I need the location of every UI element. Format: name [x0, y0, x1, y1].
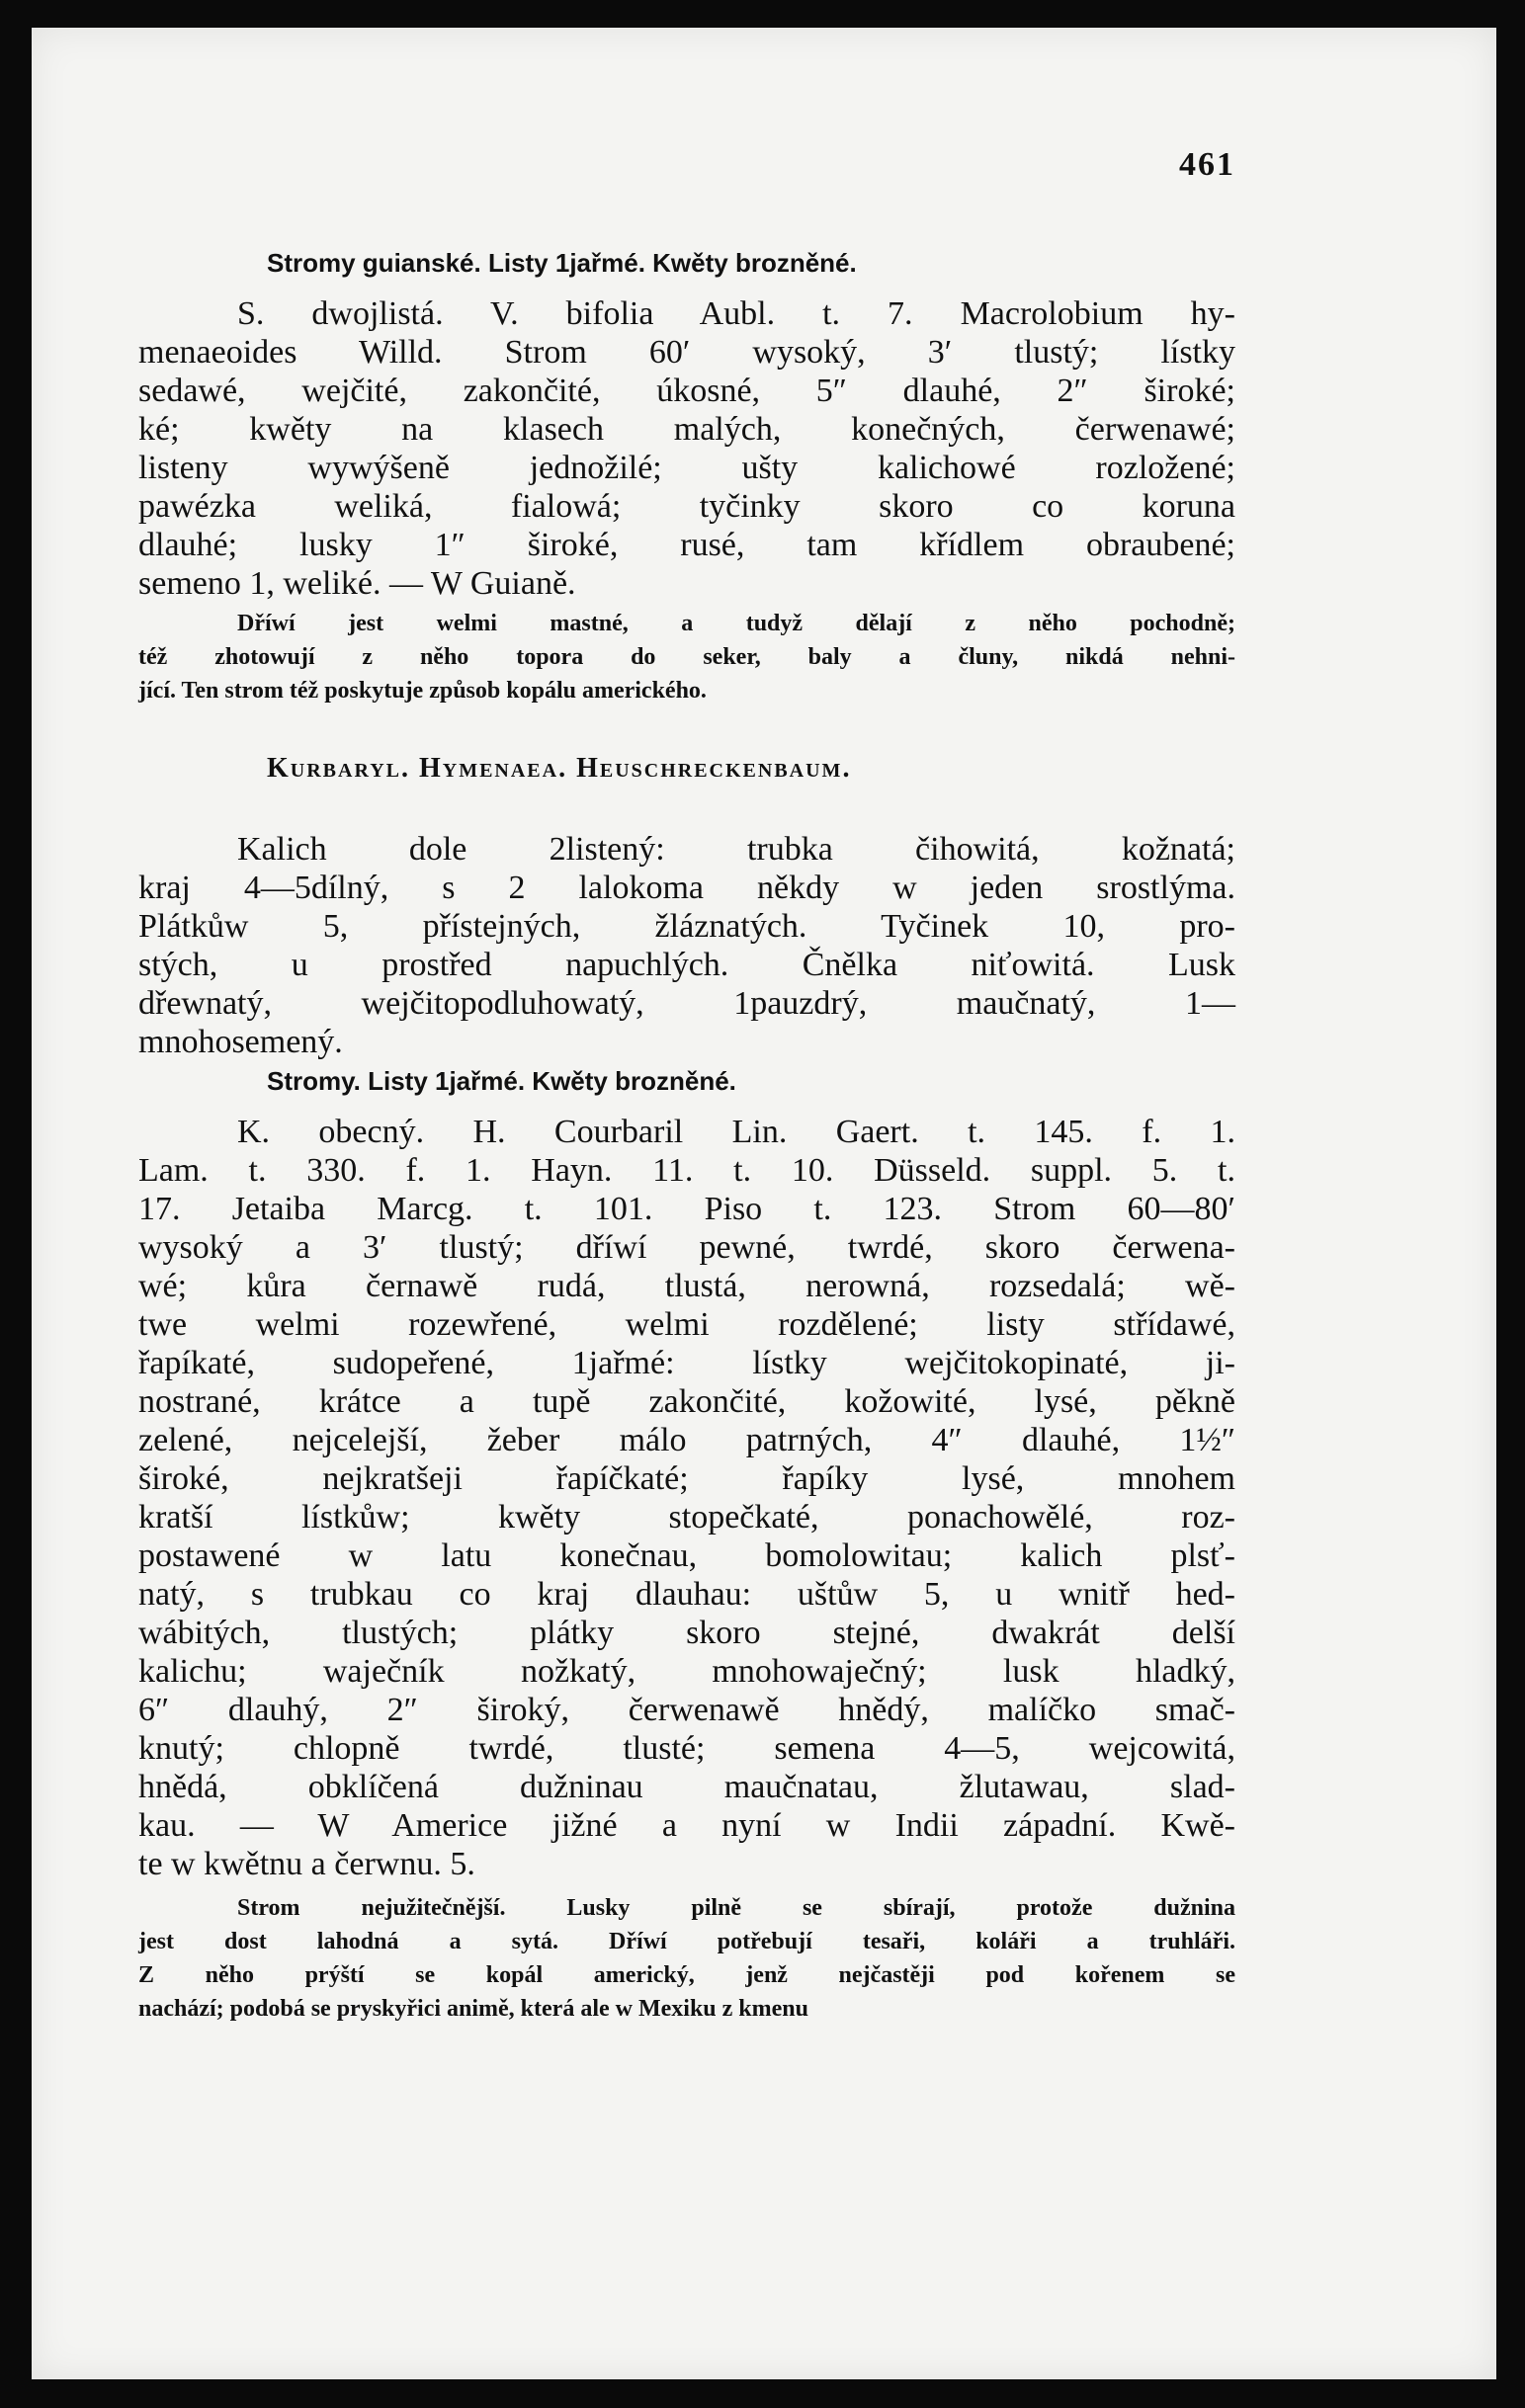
species-2-note-lines: [138, 1891, 1235, 2026]
text-line: Dříwí jest welmi mastné, a tudyž dělají z něho pochodně;: [237, 611, 1235, 636]
group-label-guiana: Stromy guianské. Listy 1jařmé. Kwěty brozněné.: [267, 248, 857, 278]
text-line: sedawé, wejčité, zakončité, úkosné, 5″ dlauhé, 2″ široké;: [138, 373, 1235, 409]
species-2-lines: [138, 1113, 1235, 1883]
page-number: 461: [1179, 146, 1235, 183]
species-entry-bifolia: [138, 294, 1235, 603]
text-line: knutý; chlopně twrdé, tlusté; semena 4—5, wejcowitá,: [138, 1730, 1235, 1767]
species-1-note: [138, 607, 1235, 707]
text-line: listeny wywýšeně jednožilé; ušty kalichowé rozložené;: [138, 450, 1235, 486]
text-line: Strom nejužitečnější. Lusky pilně se sbírají, protože dužnina: [237, 1895, 1235, 1921]
text-line: postawené w latu konečnau, bomolowitau; kalich plsť-: [138, 1537, 1235, 1574]
text-line: nostrané, krátce a tupě zakončité, kožowité, lysé, pěkně: [138, 1383, 1235, 1420]
text-line: kraj 4—5dílný, s 2 lalokoma někdy w jeden srostlýma.: [138, 870, 1235, 906]
text-line: pawézka weliká, fialowá; tyčinky skoro co koruna: [138, 488, 1235, 525]
text-line: hnědá, obklíčená dužninau maučnatau, žlutawau, slad-: [138, 1769, 1235, 1805]
text-line: Plátkůw 5, přístejných, žláznatých. Tyčinek 10, pro-: [138, 908, 1235, 945]
text-line: jící. Ten strom též poskytuje způsob kopálu amerického.: [138, 678, 707, 704]
text-line: jest dost lahodná a sytá. Dříwí potřebují tesaři, koláři a truhláři.: [138, 1929, 1235, 1954]
text-line: Z něho prýští se kopál americký, jenž nejčastěji pod kořenem se: [138, 1962, 1235, 1988]
genus-heading: Kurbaryl. Hymenaea. Heuschreckenbaum.: [267, 753, 852, 784]
text-line: wysoký a 3′ tlustý; dříwí pewné, twrdé, skoro čerwena-: [138, 1229, 1235, 1266]
text-line: te w kwětnu a čerwnu. 5.: [138, 1846, 475, 1882]
text-line: wé; kůra černawě rudá, tlustá, nerowná, rozsedalá; wě-: [138, 1268, 1235, 1304]
book-page: [32, 28, 1496, 2379]
text-line: zelené, nejcelejší, žeber málo patrných, 4″ dlauhé, 1½″: [138, 1422, 1235, 1458]
text-line: Lam. t. 330. f. 1. Hayn. 11. t. 10. Düsseld. suppl. 5. t.: [138, 1152, 1235, 1189]
text-line: kalichu; waječník nožkatý, mnohowaječný; lusk hladký,: [138, 1653, 1235, 1690]
text-line: twe welmi rozewřené, welmi rozdělené; listy střídawé,: [138, 1306, 1235, 1343]
text-line: stých, u prostřed napuchlých. Čnělka niťowitá. Lusk: [138, 947, 1235, 983]
text-line: dřewnatý, wejčitopodluhowatý, 1pauzdrý, maučnatý, 1—: [138, 985, 1235, 1022]
genus-description-lines: [138, 830, 1235, 1061]
text-line: nachází; podobá se pryskyřici animě, která ale w Mexiku z kmenu: [138, 1996, 808, 2022]
text-line: S. dwojlistá. V. bifolia Aubl. t. 7. Macrolobium hy-: [237, 295, 1235, 332]
species-1-lines: [138, 294, 1235, 603]
text-line: 6″ dlauhý, 2″ široký, čerwenawě hnědý, malíčko smač-: [138, 1692, 1235, 1728]
species-1-note-lines: [138, 607, 1235, 707]
text-line: též zhotowují z něho topora do seker, baly a čluny, nikdá nehni-: [138, 644, 1235, 670]
text-line: dlauhé; lusky 1″ široké, rusé, tam křídlem obraubené;: [138, 527, 1235, 563]
text-line: menaeoides Willd. Strom 60′ wysoký, 3′ tlustý; lístky: [138, 334, 1235, 371]
text-line: řapíkaté, sudopeřené, 1jařmé: lístky wejčitokopinaté, ji-: [138, 1345, 1235, 1381]
text-line: ké; kwěty na klasech malých, konečných, čerwenawé;: [138, 411, 1235, 448]
text-line: semeno 1, weliké. — W Guianě.: [138, 565, 576, 602]
text-line: K. obecný. H. Courbaril Lin. Gaert. t. 145. f. 1.: [237, 1114, 1235, 1150]
text-line: natý, s trubkau co kraj dlauhau: uštůw 5, u wnitř hed-: [138, 1576, 1235, 1613]
group-label-trees: Stromy. Listy 1jařmé. Kwěty brozněné.: [267, 1066, 736, 1096]
text-line: kau. — W Americe jižné a nyní w Indii západní. Kwě-: [138, 1807, 1235, 1844]
genus-description: [138, 830, 1235, 1061]
text-line: kratší lístkůw; kwěty stopečkaté, ponachowělé, roz-: [138, 1499, 1235, 1536]
text-line: široké, nejkratšeji řapíčkaté; řapíky lysé, mnohem: [138, 1460, 1235, 1497]
text-line: 17. Jetaiba Marcg. t. 101. Piso t. 123. Strom 60—80′: [138, 1191, 1235, 1227]
text-line: mnohosemený.: [138, 1024, 343, 1060]
species-entry-courbaril: [138, 1113, 1235, 1883]
text-block: [138, 146, 1235, 2026]
text-line: Kalich dole 2listený: trubka čihowitá, kožnatá;: [237, 831, 1235, 868]
text-line: wábitých, tlustých; plátky skoro stejné, dwakrát delší: [138, 1615, 1235, 1651]
species-2-note: [138, 1891, 1235, 2026]
